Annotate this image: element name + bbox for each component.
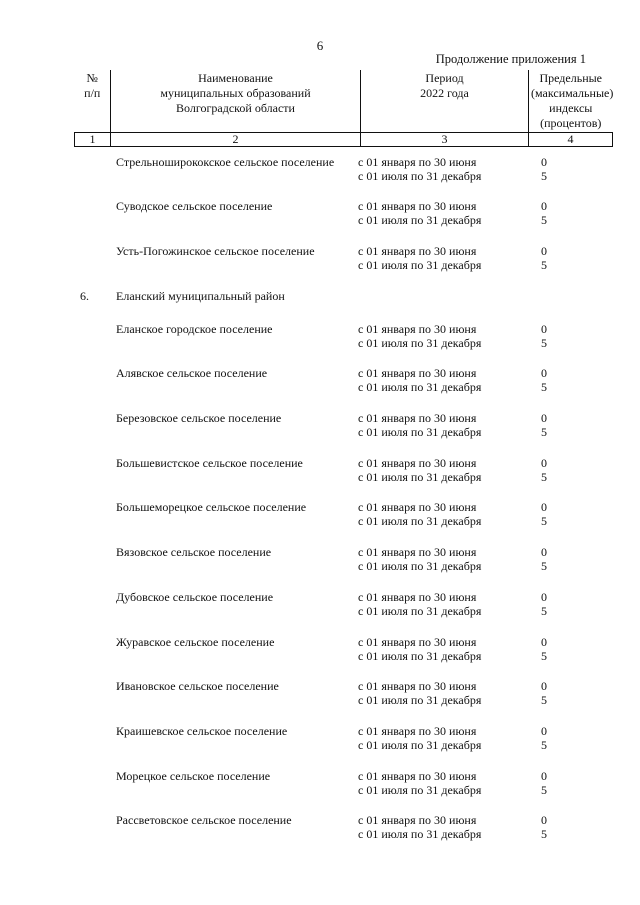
header-line: индексы xyxy=(549,101,593,115)
municipality-name: Усть-Погожинское сельское поселение xyxy=(116,244,315,258)
header-line: муниципальных образований xyxy=(160,86,311,100)
index-value: 5 xyxy=(541,470,547,484)
period-cell xyxy=(358,411,518,439)
index-cell xyxy=(514,769,574,797)
header-line: Предельные xyxy=(539,71,603,85)
index-cell xyxy=(514,366,574,394)
index-cell xyxy=(514,411,574,439)
period-line: с 01 января по 30 июня xyxy=(358,244,477,258)
index-value: 0 xyxy=(541,635,547,649)
index-value: 5 xyxy=(541,693,547,707)
municipality-name: Журавское сельское поселение xyxy=(116,635,275,649)
index-value: 0 xyxy=(541,813,547,827)
period-line: с 01 июля по 31 декабря xyxy=(358,649,482,663)
municipality-name: Алявское сельское поселение xyxy=(116,366,268,380)
municipality-name: Большеморецкое сельское поселение xyxy=(116,500,307,514)
period-line: с 01 января по 30 июня xyxy=(358,813,477,827)
index-value: 0 xyxy=(541,679,547,693)
period-cell xyxy=(358,724,518,752)
period-line: с 01 июля по 31 декабря xyxy=(358,169,482,183)
period-cell xyxy=(358,500,518,528)
period-line: с 01 января по 30 июня xyxy=(358,366,477,380)
municipality-name: Рассветовское сельское поселение xyxy=(116,813,292,827)
municipality-name: Еланский муниципальный район xyxy=(116,289,285,303)
index-cell xyxy=(514,155,574,183)
header-line: Период xyxy=(425,71,464,85)
period-line: с 01 июля по 31 декабря xyxy=(358,559,482,573)
municipality-name: Березовское сельское поселение xyxy=(116,411,282,425)
period-line: с 01 июля по 31 декабря xyxy=(358,514,482,528)
period-line: с 01 июля по 31 декабря xyxy=(358,470,482,484)
continuation-label: Продолжение приложения 1 xyxy=(435,52,586,66)
period-line: с 01 января по 30 июня xyxy=(358,635,477,649)
period-line: с 01 января по 30 июня xyxy=(358,322,477,336)
index-value: 5 xyxy=(541,783,547,797)
period-line: с 01 января по 30 июня xyxy=(358,199,477,213)
municipality-name: Ивановское сельское поселение xyxy=(116,679,279,693)
period-line: с 01 июля по 31 декабря xyxy=(358,604,482,618)
period-line: с 01 июля по 31 декабря xyxy=(358,783,482,797)
header-line: № xyxy=(86,71,98,85)
period-line: с 01 июля по 31 декабря xyxy=(358,425,482,439)
index-value: 0 xyxy=(541,199,547,213)
header-number xyxy=(75,70,111,133)
index-value: 0 xyxy=(541,724,547,738)
period-cell xyxy=(358,635,518,663)
period-cell xyxy=(358,813,518,841)
column-number: 4 xyxy=(529,133,613,147)
period-cell xyxy=(358,679,518,707)
index-value: 0 xyxy=(541,545,547,559)
index-value: 0 xyxy=(541,500,547,514)
page-number: 6 xyxy=(316,38,324,53)
period-line: с 01 января по 30 июня xyxy=(358,155,477,169)
header-period xyxy=(361,70,529,133)
index-value: 5 xyxy=(541,336,547,350)
period-cell xyxy=(358,545,518,573)
period-line: с 01 января по 30 июня xyxy=(358,724,477,738)
header-line: 2022 года xyxy=(420,86,469,100)
header-line: Волгоградской области xyxy=(176,101,295,115)
period-line: с 01 января по 30 июня xyxy=(358,679,477,693)
header-line: (максимальные) xyxy=(531,86,614,100)
period-line: с 01 июля по 31 декабря xyxy=(358,258,482,272)
period-line: с 01 июля по 31 декабря xyxy=(358,827,482,841)
period-line: с 01 июля по 31 декабря xyxy=(358,693,482,707)
index-value: 5 xyxy=(541,559,547,573)
period-line: с 01 января по 30 июня xyxy=(358,545,477,559)
index-cell xyxy=(514,635,574,663)
header-indices xyxy=(529,70,613,133)
period-line: с 01 июля по 31 декабря xyxy=(358,380,482,394)
municipality-name: Стрельноширококское сельское поселение xyxy=(116,155,335,169)
index-value: 5 xyxy=(541,649,547,663)
period-line: с 01 июля по 31 декабря xyxy=(358,336,482,350)
column-number: 2 xyxy=(111,133,361,147)
index-cell xyxy=(514,199,574,227)
period-cell xyxy=(358,322,518,350)
period-line: с 01 января по 30 июня xyxy=(358,456,477,470)
index-value: 5 xyxy=(541,258,547,272)
column-number: 1 xyxy=(75,133,111,147)
header-line: п/п xyxy=(84,86,101,100)
index-cell xyxy=(514,500,574,528)
period-cell xyxy=(358,199,518,227)
indices-table xyxy=(74,70,614,841)
index-value: 0 xyxy=(541,590,547,604)
index-cell xyxy=(514,724,574,752)
index-cell xyxy=(514,679,574,707)
municipality-name: Морецкое сельское поселение xyxy=(116,769,271,783)
index-value: 0 xyxy=(541,456,547,470)
period-line: с 01 января по 30 июня xyxy=(358,500,477,514)
municipality-name: Краишевское сельское поселение xyxy=(116,724,288,738)
municipality-name: Большевистское сельское поселение xyxy=(116,456,303,470)
period-line: с 01 июля по 31 декабря xyxy=(358,738,482,752)
period-line: с 01 января по 30 июня xyxy=(358,769,477,783)
municipality-name: Дубовское сельское поселение xyxy=(116,590,274,604)
period-line: с 01 июля по 31 декабря xyxy=(358,213,482,227)
municipality-name: Вязовское сельское поселение xyxy=(116,545,272,559)
municipality-name: Еланское городское поселение xyxy=(116,322,273,336)
municipality-name: Суводское сельское поселение xyxy=(116,199,273,213)
index-cell xyxy=(514,244,574,272)
index-value: 5 xyxy=(541,514,547,528)
index-value: 0 xyxy=(541,155,547,169)
table-header xyxy=(74,70,613,147)
period-cell xyxy=(358,590,518,618)
index-value: 5 xyxy=(541,738,547,752)
period-cell xyxy=(358,155,518,183)
index-cell xyxy=(514,813,574,841)
index-value: 5 xyxy=(541,604,547,618)
index-cell xyxy=(514,590,574,618)
index-cell xyxy=(514,456,574,484)
index-value: 5 xyxy=(541,827,547,841)
index-value: 5 xyxy=(541,380,547,394)
period-cell xyxy=(358,366,518,394)
period-cell xyxy=(358,769,518,797)
period-cell xyxy=(358,456,518,484)
header-name xyxy=(111,70,361,133)
column-number: 3 xyxy=(361,133,529,147)
index-cell xyxy=(514,545,574,573)
header-line: Наименование xyxy=(198,71,273,85)
index-value: 0 xyxy=(541,769,547,783)
index-value: 0 xyxy=(541,322,547,336)
index-value: 5 xyxy=(541,213,547,227)
index-value: 0 xyxy=(541,244,547,258)
row-number: 6. xyxy=(80,289,89,303)
index-value: 0 xyxy=(541,366,547,380)
index-value: 5 xyxy=(541,169,547,183)
index-cell xyxy=(514,322,574,350)
header-line: (процентов) xyxy=(540,116,602,130)
period-line: с 01 января по 30 июня xyxy=(358,411,477,425)
period-cell xyxy=(358,244,518,272)
index-value: 0 xyxy=(541,411,547,425)
period-line: с 01 января по 30 июня xyxy=(358,590,477,604)
index-value: 5 xyxy=(541,425,547,439)
